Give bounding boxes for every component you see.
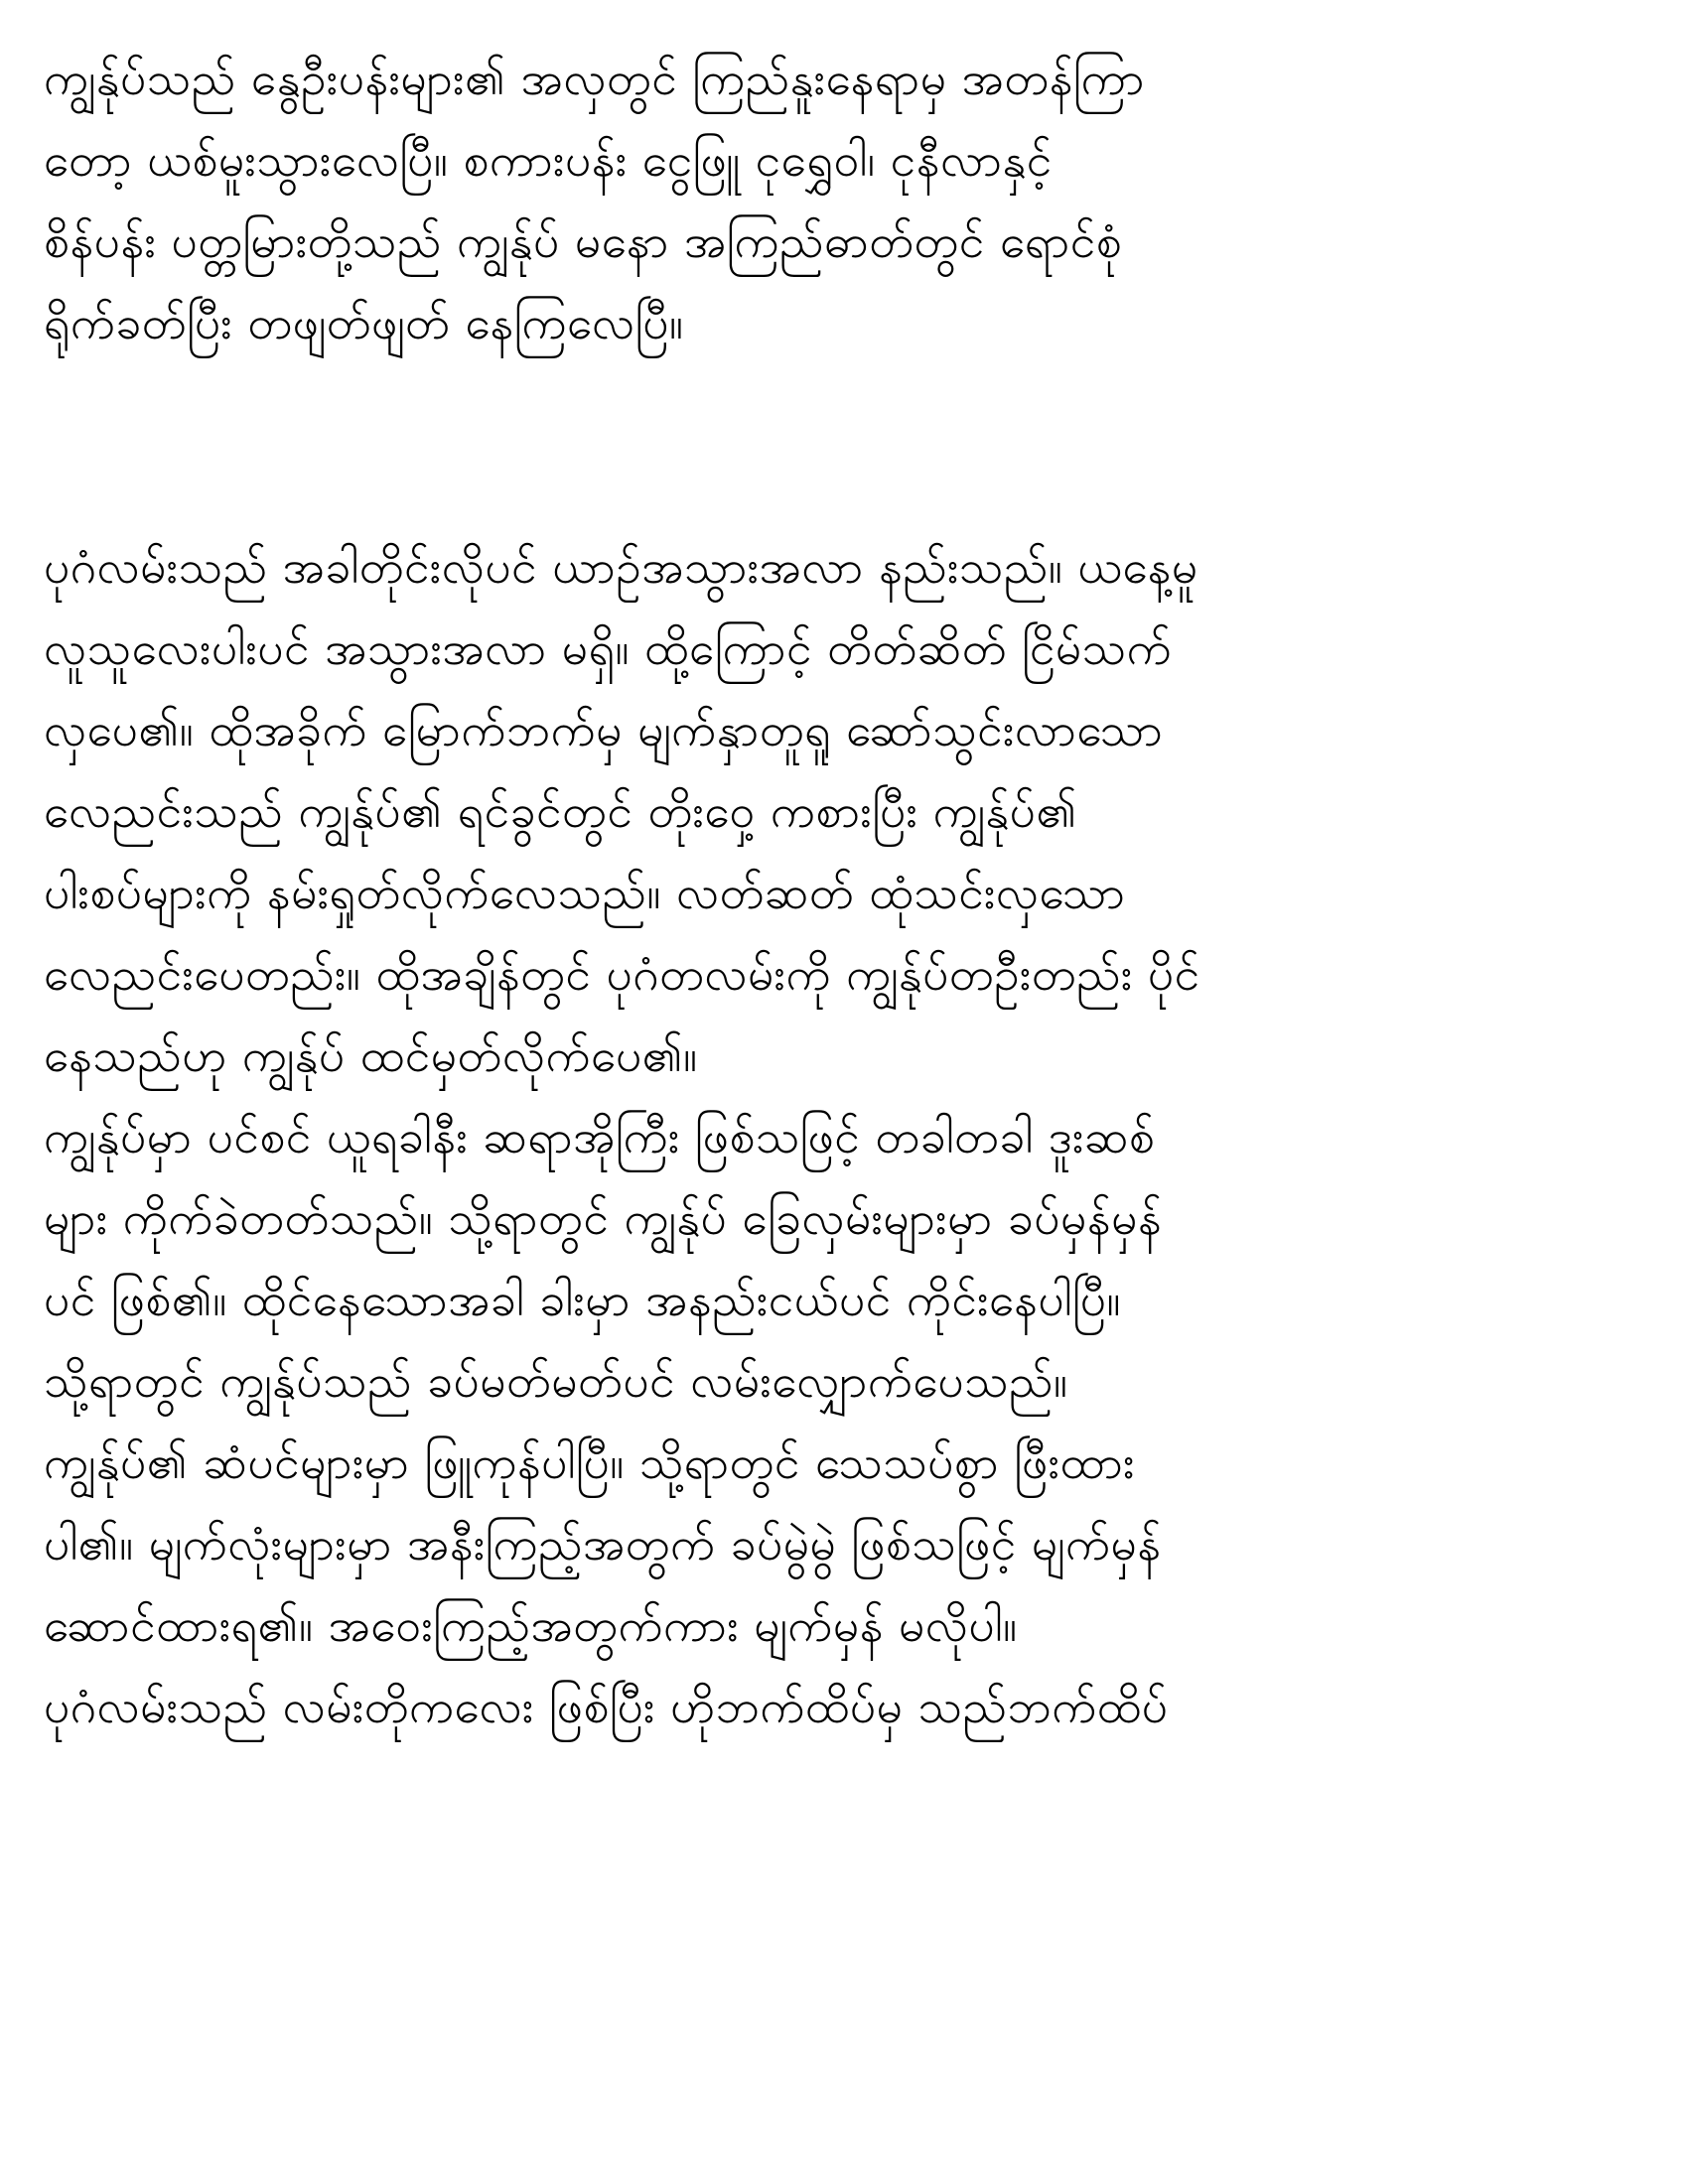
paragraph-5-line-1: ပုဂံလမ်းသည် လမ်းတိုကလေး ဖြစ်ပြီး ဟိုဘက်ထိပ်မှ သည်ဘက်ထိပ် (44, 1680, 1169, 1733)
paragraph-2-line-3: လှပေ၏။ ထိုအခိုက် မြောက်ဘက်မှ မျက်နှာတူရူ ဆော်သွင်းလာသော (44, 703, 1164, 756)
paragraph-3-line-1: ကျွန်ုပ်မှာ ပင်စင် ယူရခါနီး ဆရာအိုကြီး ဖြစ်သဖြင့် တခါတခါ ဒူးဆစ် (44, 1110, 1156, 1163)
paragraph-3-line-4: သို့ရာတွင် ကျွန်ုပ်သည် ခပ်မတ်မတ်ပင် လမ်းလျှောက်ပေသည်။ (44, 1354, 1068, 1408)
paragraph-2-line-1: ပုဂံလမ်းသည် အခါတိုင်းလိုပင် ယာဉ်အသွားအလာ နည်းသည်။ ယနေ့မူ (44, 540, 1198, 594)
paragraph-4-line-2: ပါ၏။ မျက်လုံးများမှာ အနီးကြည့်အတွက် ခပ်မွဲမွဲ ဖြစ်သဖြင့် မျက်မှန် (44, 1517, 1162, 1570)
paragraph-2-line-7: နေသည်ဟု ကျွန်ုပ် ထင်မှတ်လိုက်ပေ၏။ (44, 1028, 698, 1082)
paragraph-4-line-1: ကျွန်ုပ်၏ ဆံပင်များမှာ ဖြူကုန်ပါပြီ။ သို့ရာတွင် သေသပ်စွာ ဖြီးထား (44, 1435, 1136, 1489)
paragraph-3-line-2: များ ကိုက်ခဲတတ်သည်။ သို့ရာတွင် ကျွန်ုပ် ခြေလှမ်းများမှာ ခပ်မှန်မှန် (44, 1191, 1163, 1245)
paragraph-1-line-1: ကျွန်ုပ်သည် နွေဦးပန်းများ၏ အလှတွင် ကြည်နူးနေရာမှ အတန်ကြာ (44, 52, 1146, 105)
paragraph-2-line-4: လေညင်းသည် ကျွန်ုပ်၏ ရင်ခွင်တွင် တိုးဝှေ့ ကစားပြီး ကျွန်ုပ်၏ (44, 784, 1077, 838)
paragraph-1-line-2: တော့ ယစ်မူးသွားလေပြီ။ စကားပန်း ငွေဖြူ ငုရွှေဝါ၊ ငုနီလာနှင့် (44, 133, 1053, 187)
paragraph-2-line-6: လေညင်းပေတည်း။ ထိုအချိန်တွင် ပုဂံတလမ်းကို ကျွန်ုပ်တဦးတည်း ပိုင် (44, 947, 1200, 1001)
paragraph-2-line-5: ပါးစပ်များကို နမ်းရှုတ်လိုက်လေသည်။ လတ်ဆတ် ထုံသင်းလှသော (44, 866, 1126, 919)
paragraph-3-line-3: ပင် ဖြစ်၏။ ထိုင်နေသောအခါ ခါးမှာ အနည်းငယ်ပင် ကိုင်းနေပါပြီ။ (44, 1273, 1121, 1326)
paragraph-1-line-4: ရိုက်ခတ်ပြီး တဖျတ်ဖျတ် နေကြလေပြီ။ (44, 296, 684, 349)
paragraph-1-line-3: စိန်ပန်း ပတ္တမြားတို့သည် ကျွန်ုပ် မနော အကြည်ဓာတ်တွင် ရောင်စုံ (44, 214, 1123, 268)
paragraph-4-line-3: ဆောင်ထားရ၏။ အဝေးကြည့်အတွက်ကား မျက်မှန် မလိုပါ။ (44, 1598, 1018, 1652)
paragraph-2-line-2: လူသူလေးပါးပင် အသွားအလာ မရှိ။ ထို့ကြောင့် တိတ်ဆိတ် ငြိမ်သက် (44, 621, 1173, 675)
